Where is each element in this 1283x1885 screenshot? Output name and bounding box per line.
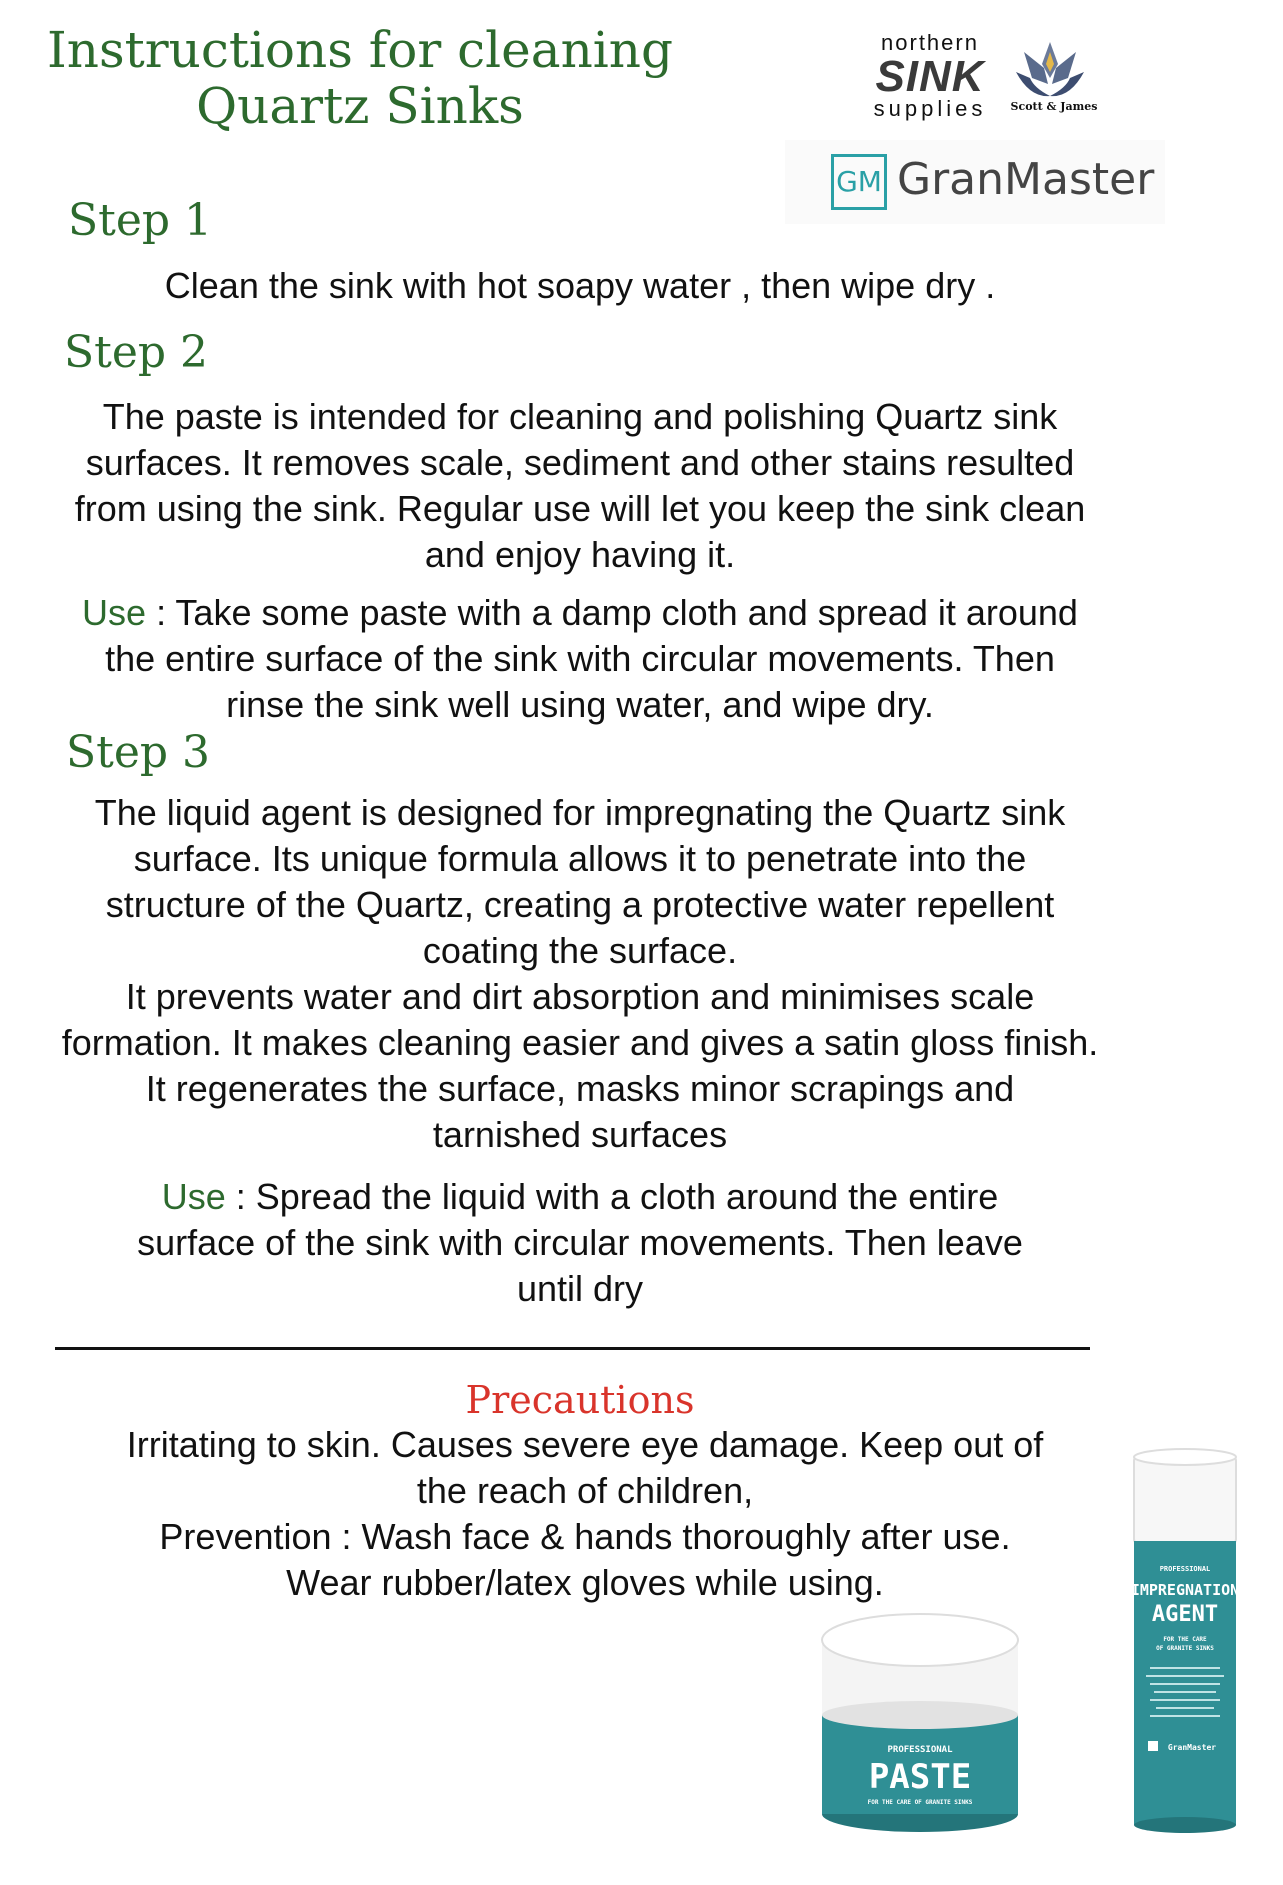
page-title xyxy=(40,22,680,134)
text-line: and enjoy having it. xyxy=(424,534,736,575)
step-3-text xyxy=(0,790,1160,1158)
granmaster-logo xyxy=(785,140,1165,224)
text-line: until dry xyxy=(516,1268,644,1309)
paste-jar-image xyxy=(815,1600,1025,1840)
lotus-logo-icon xyxy=(1010,38,1090,102)
agent-name-line-1: IMPREGNATION xyxy=(1130,1581,1240,1599)
text-line: from using the sink. Regular use will let you keep the sink clean xyxy=(74,488,1086,529)
step-3-heading: Step 3 xyxy=(66,727,211,778)
text-line: The liquid agent is designed for impregnating the Quartz sink xyxy=(94,792,1066,833)
text-line: coating the surface. xyxy=(422,930,738,971)
text-line: rinse the sink well using water, and wipe dry. xyxy=(226,684,934,725)
paste-small-label: PROFESSIONAL xyxy=(887,1745,953,1755)
text-line: Irritating to skin. Causes severe eye damage. Keep out of xyxy=(126,1424,1044,1465)
step-2-heading: Step 2 xyxy=(64,327,209,378)
text-line: Prevention : Wash face & hands thoroughly after use. xyxy=(159,1516,1011,1557)
logo-northern-text: northern xyxy=(881,30,979,55)
use-first-line xyxy=(0,1174,1160,1220)
agent-small-label: PROFESSIONAL xyxy=(1159,1565,1211,1573)
text-line: Wear rubber/latex gloves while using. xyxy=(286,1562,884,1603)
text-line: It prevents water and dirt absorption and minimises scale xyxy=(125,976,1035,1017)
granmaster-mark-icon: GM xyxy=(831,154,887,210)
logo-supplies-text: supplies xyxy=(873,96,987,121)
title-line-1: Instructions for cleaning xyxy=(47,21,673,79)
text-line: : Take some paste with a damp cloth and spread it around xyxy=(146,592,1078,633)
text-line: structure of the Quartz, creating a protective water repellent xyxy=(105,884,1055,925)
scott-james-text: Scott & James xyxy=(1010,100,1098,113)
section-divider xyxy=(55,1347,1090,1350)
step-1-heading: Step 1 xyxy=(68,195,213,246)
text-line: formation. It makes cleaning easier and gives a satin gloss finish. xyxy=(61,1022,1099,1063)
logo-sink-text: SINK xyxy=(875,52,985,101)
paste-name-label: PASTE xyxy=(868,1757,972,1797)
paste-sub-label: FOR THE CARE OF GRANITE SINKS xyxy=(867,1799,973,1806)
step-3-use xyxy=(0,1174,1160,1312)
text-line: Clean the sink with hot soapy water , then wipe dry . xyxy=(164,265,996,306)
step-2-use xyxy=(0,590,1160,728)
precautions-heading: Precautions xyxy=(465,1378,695,1422)
use-label: Use xyxy=(82,592,147,633)
text-line: the entire surface of the sink with circular movements. Then xyxy=(105,638,1055,679)
agent-name-line-2: AGENT xyxy=(1151,1602,1219,1627)
text-line: The paste is intended for cleaning and polishing Quartz sink xyxy=(102,396,1058,437)
text-line: It regenerates the surface, masks minor scrapings and xyxy=(145,1068,1015,1109)
agent-sub-line-1: FOR THE CARE xyxy=(1163,1636,1207,1643)
text-line: : Spread the liquid with a cloth around the entire xyxy=(225,1176,999,1217)
text-line: tarnished surfaces xyxy=(432,1114,728,1155)
agent-brand-label: GranMaster xyxy=(1167,1743,1217,1752)
text-line: surface of the sink with circular movements. Then leave xyxy=(137,1222,1023,1263)
precautions-text xyxy=(0,1422,1170,1606)
agent-sub-line-2: OF GRANITE SINKS xyxy=(1156,1645,1214,1652)
step-1-text xyxy=(0,263,1160,309)
use-label: Use xyxy=(161,1176,226,1217)
text-line: surface. Its unique formula allows it to penetrate into the xyxy=(133,838,1027,879)
text-line: the reach of children, xyxy=(416,1470,754,1511)
step-2-text xyxy=(0,394,1160,578)
title-line-2: Quartz Sinks xyxy=(196,77,524,135)
text-line: surfaces. It removes scale, sediment and other stains resulted xyxy=(85,442,1075,483)
granmaster-name: GranMaster xyxy=(897,154,1155,205)
use-first-line xyxy=(0,590,1160,636)
impregnation-agent-bottle-image xyxy=(1130,1445,1240,1835)
northern-sink-supplies-logo xyxy=(860,30,1100,130)
